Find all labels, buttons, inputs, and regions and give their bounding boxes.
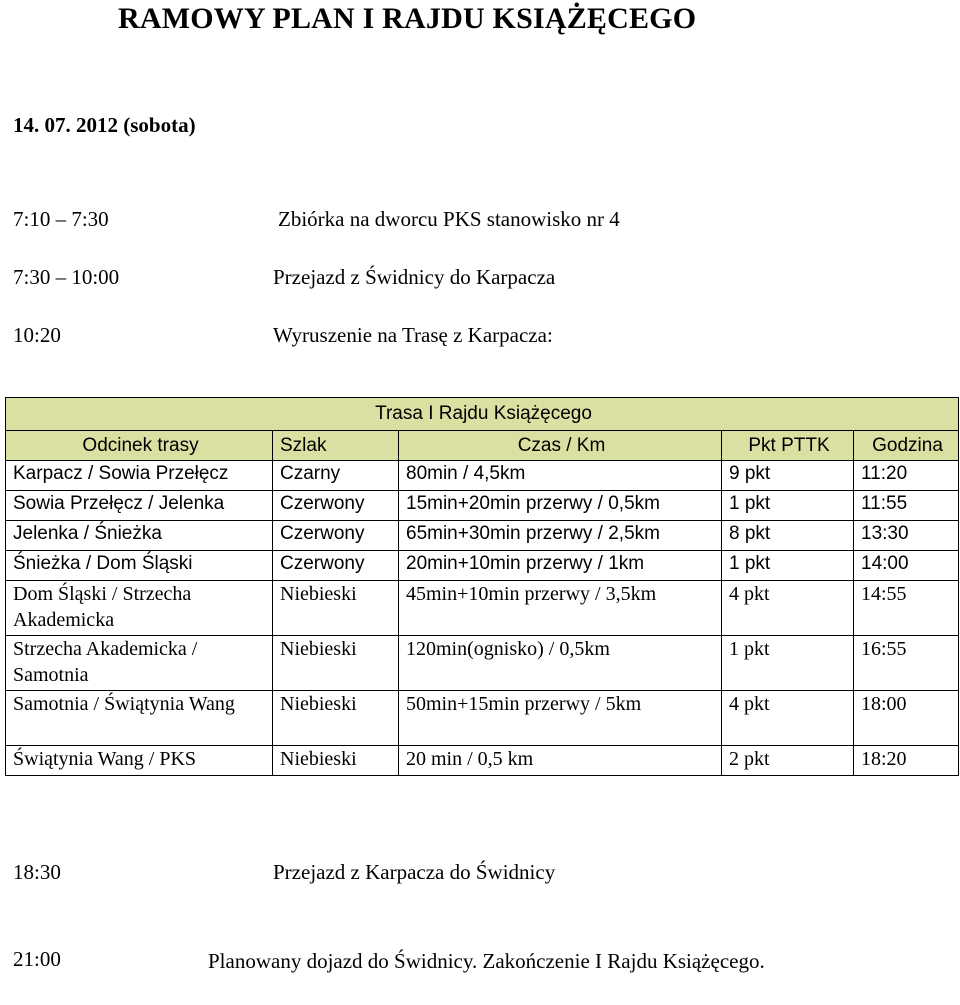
time-distance-cell: 45min+10min przerwy / 3,5km xyxy=(399,581,722,636)
document-title: RAMOWY PLAN I RAJDU KSIĄŻĘCEGO xyxy=(118,2,697,35)
points-cell: 2 pkt xyxy=(722,746,854,776)
schedule-time: 7:10 – 7:30 xyxy=(13,207,109,231)
hour-cell: 18:20 xyxy=(854,746,959,776)
time-distance-cell: 80min / 4,5km xyxy=(399,461,722,491)
hour-cell: 16:55 xyxy=(854,636,959,691)
time-distance-cell: 20min+10min przerwy / 1km xyxy=(399,551,722,581)
schedule-text: Wyruszenie na Trasę z Karpacza: xyxy=(273,323,553,347)
segment-cell: Samotnia / Świątynia Wang xyxy=(6,691,273,746)
schedule-time: 18:30 xyxy=(13,860,61,884)
table-row xyxy=(6,636,959,691)
hour-cell: 14:55 xyxy=(854,581,959,636)
segment-cell: Jelenka / Śnieżka xyxy=(6,521,273,551)
schedule-text: Planowany dojazd do Świdnicy. Zakończenie I Rajdu Książęcego. xyxy=(208,949,765,973)
time-distance-cell: 20 min / 0,5 km xyxy=(399,746,722,776)
segment-cell: Sowia Przełęcz / Jelenka xyxy=(6,491,273,521)
segment-cell: Dom Śląski / Strzecha Akademicka xyxy=(6,581,273,636)
table-row xyxy=(6,746,959,776)
column-header-segment: Odcinek trasy xyxy=(6,431,273,461)
trail-cell: Czarny xyxy=(273,461,399,491)
trail-cell: Niebieski xyxy=(273,691,399,746)
event-date: 14. 07. 2012 (sobota) xyxy=(13,113,196,137)
points-cell: 1 pkt xyxy=(722,636,854,691)
schedule-text: Przejazd z Świdnicy do Karpacza xyxy=(273,265,556,289)
table-row xyxy=(6,521,959,551)
table-row xyxy=(6,491,959,521)
column-header-time-distance: Czas / Km xyxy=(399,431,722,461)
segment-cell: Śnieżka / Dom Śląski xyxy=(6,551,273,581)
trail-cell: Niebieski xyxy=(273,746,399,776)
points-cell: 1 pkt xyxy=(722,551,854,581)
schedule-text: Przejazd z Karpacza do Świdnicy xyxy=(273,860,556,884)
schedule-time: 21:00 xyxy=(13,947,61,971)
column-header-hour: Godzina xyxy=(854,431,959,461)
segment-cell: Karpacz / Sowia Przełęcz xyxy=(6,461,273,491)
route-table xyxy=(5,397,959,776)
hour-cell: 11:20 xyxy=(854,461,959,491)
trail-cell: Niebieski xyxy=(273,636,399,691)
points-cell: 1 pkt xyxy=(722,491,854,521)
schedule-time: 10:20 xyxy=(13,323,61,347)
table-row xyxy=(6,691,959,746)
points-cell: 8 pkt xyxy=(722,521,854,551)
route-table-caption: Trasa I Rajdu Książęcego xyxy=(6,398,959,431)
trail-cell: Niebieski xyxy=(273,581,399,636)
table-row xyxy=(6,461,959,491)
segment-cell: Świątynia Wang / PKS xyxy=(6,746,273,776)
time-distance-cell: 120min(ognisko) / 0,5km xyxy=(399,636,722,691)
points-cell: 4 pkt xyxy=(722,691,854,746)
trail-cell: Czerwony xyxy=(273,551,399,581)
time-distance-cell: 15min+20min przerwy / 0,5km xyxy=(399,491,722,521)
column-header-trail: Szlak xyxy=(273,431,399,461)
hour-cell: 14:00 xyxy=(854,551,959,581)
schedule-time: 7:30 – 10:00 xyxy=(13,265,120,289)
hour-cell: 18:00 xyxy=(854,691,959,746)
trail-cell: Czerwony xyxy=(273,491,399,521)
points-cell: 4 pkt xyxy=(722,581,854,636)
table-row xyxy=(6,581,959,636)
segment-cell: Strzecha Akademicka / Samotnia xyxy=(6,636,273,691)
column-header-pttk-points: Pkt PTTK xyxy=(722,431,854,461)
hour-cell: 11:55 xyxy=(854,491,959,521)
trail-cell: Czerwony xyxy=(273,521,399,551)
time-distance-cell: 65min+30min przerwy / 2,5km xyxy=(399,521,722,551)
schedule-text: Zbiórka na dworcu PKS stanowisko nr 4 xyxy=(278,207,620,231)
hour-cell: 13:30 xyxy=(854,521,959,551)
points-cell: 9 pkt xyxy=(722,461,854,491)
time-distance-cell: 50min+15min przerwy / 5km xyxy=(399,691,722,746)
table-row xyxy=(6,551,959,581)
